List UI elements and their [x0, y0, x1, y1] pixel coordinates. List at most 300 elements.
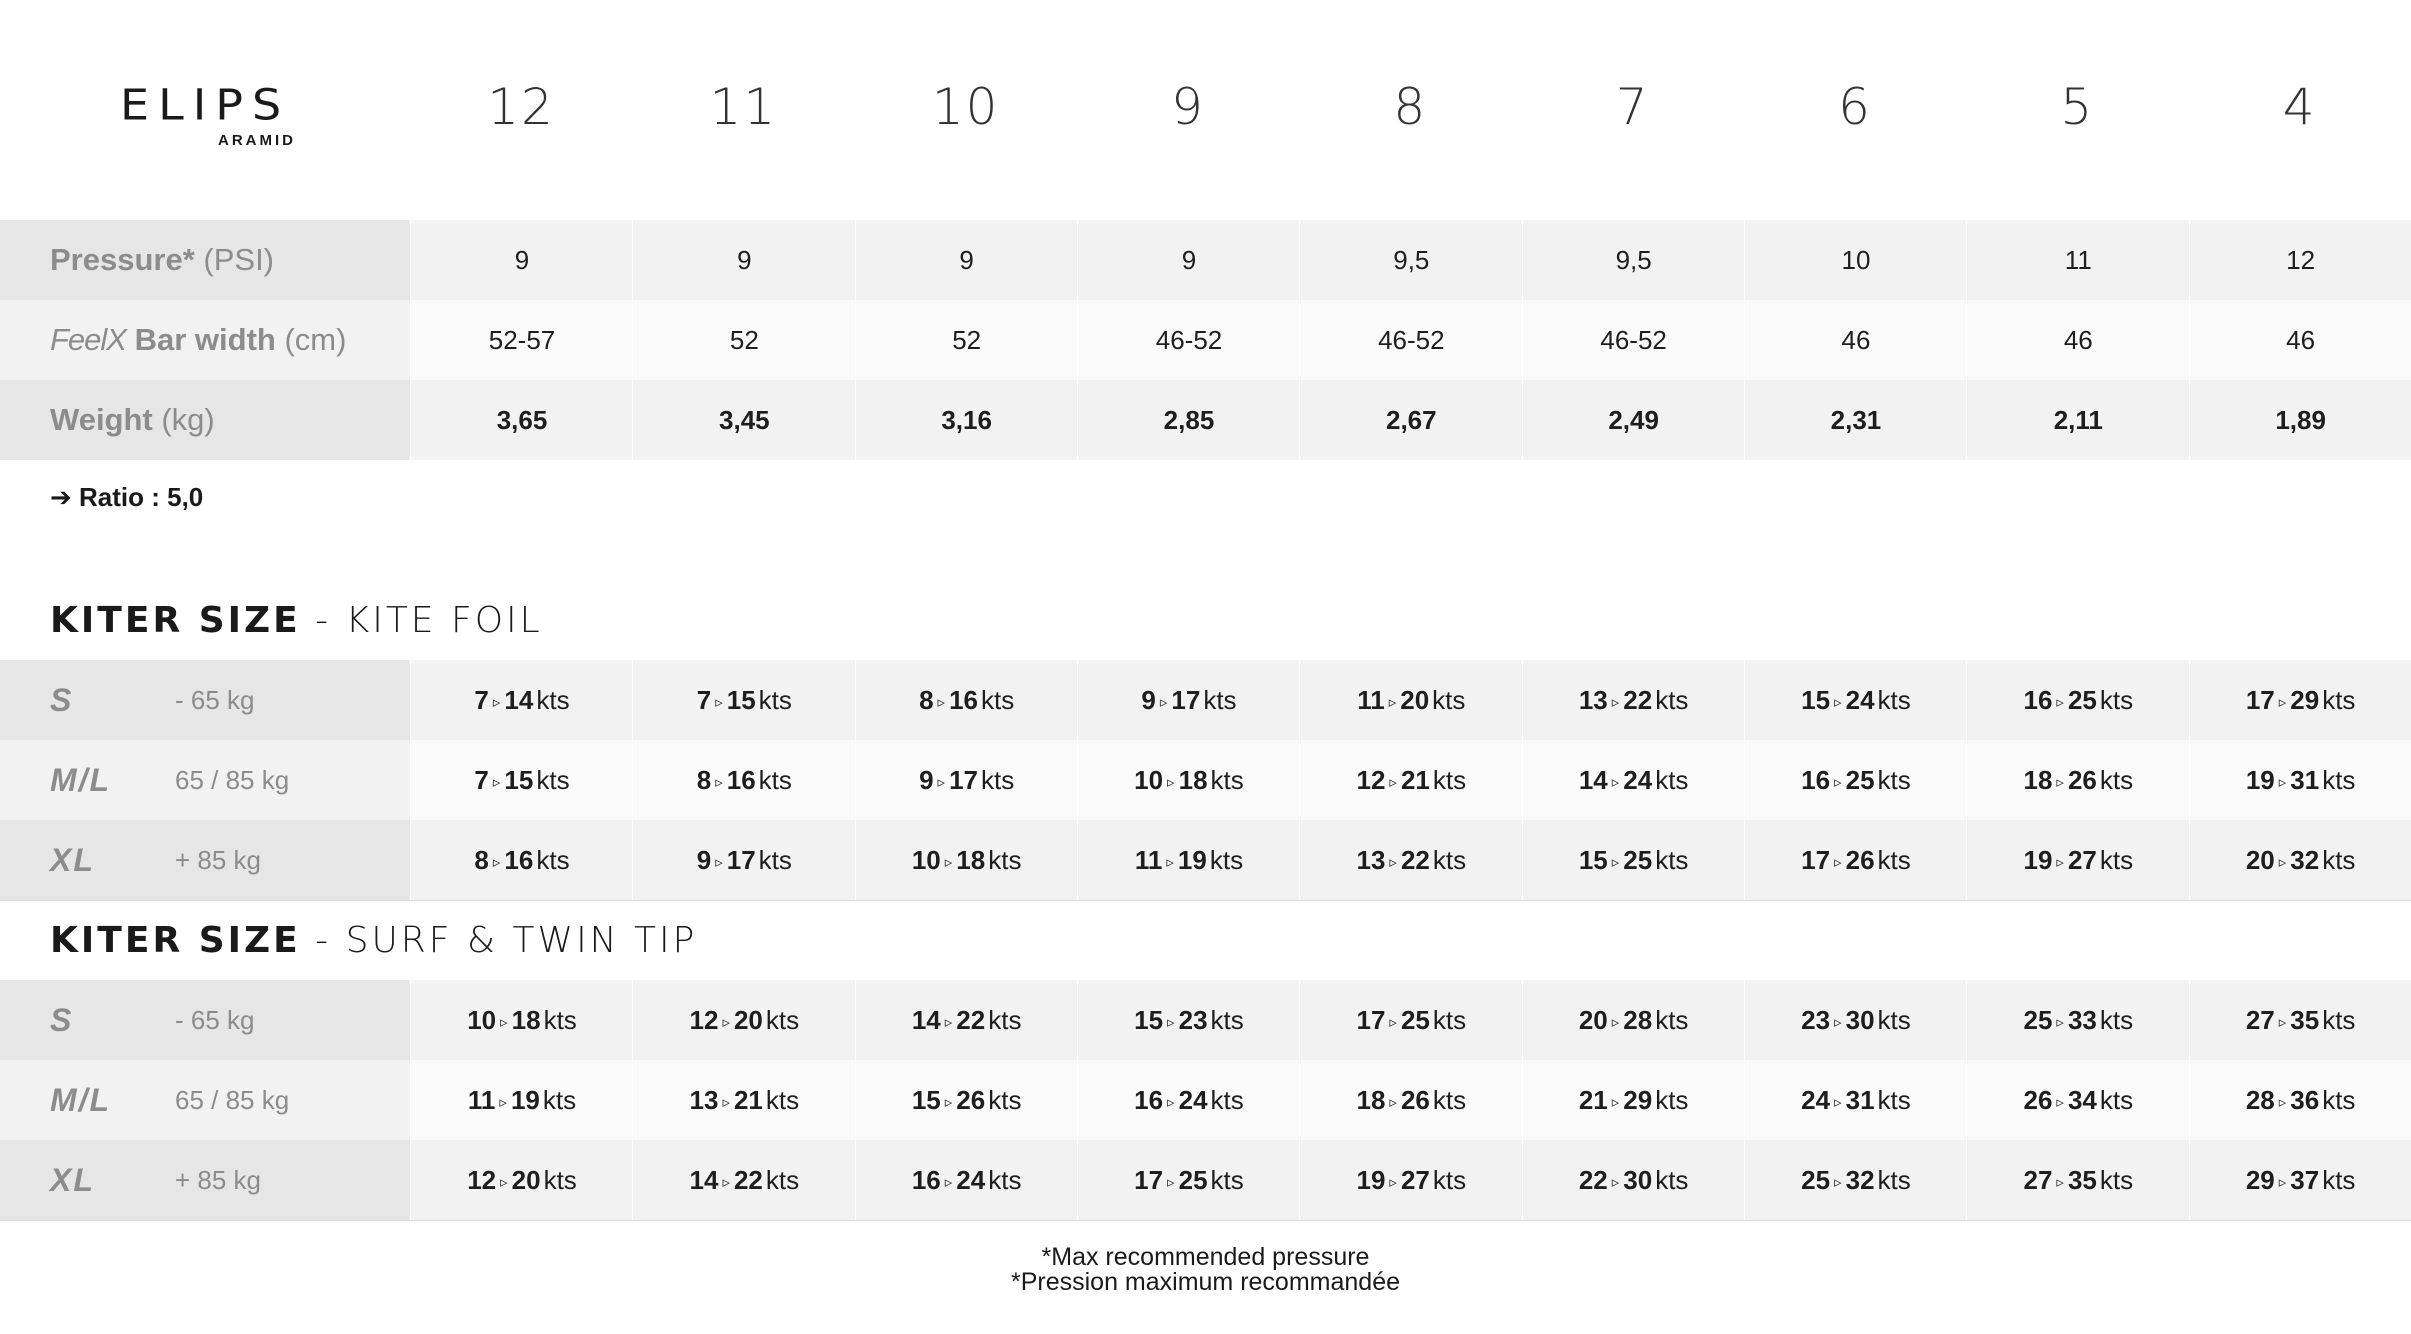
wind-range-cell [1522, 980, 1745, 1060]
wind-unit: kts [2322, 685, 2356, 715]
wind-unit: kts [543, 1165, 577, 1195]
kiter-weight-range: 65 / 85 kg [175, 1085, 290, 1115]
range-arrow-icon: ▹ [944, 1014, 953, 1031]
wind-min: 24 [1801, 1085, 1831, 1115]
wind-max: 37 [2290, 1165, 2320, 1195]
range-arrow-icon: ▹ [1834, 854, 1842, 871]
kite-size-8: 8 [1393, 78, 1428, 136]
pressure-label-unit: (PSI) [194, 242, 275, 277]
range-arrow-icon: ▹ [1834, 1174, 1842, 1191]
wind-max: 14 [504, 685, 534, 715]
wind-unit: kts [988, 1085, 1022, 1115]
wind-max: 30 [1623, 1165, 1653, 1195]
wind-unit: kts [1432, 765, 1467, 795]
wind-range-cell [2189, 1140, 2411, 1220]
spec-value: 46-52 [1522, 300, 1745, 380]
kite-size-12: 12 [487, 78, 555, 136]
wind-max: 24 [1623, 765, 1653, 795]
ratio-note: ➔ Ratio : 5,0 [50, 482, 204, 512]
wind-max: 25 [2067, 685, 2097, 715]
range-arrow-icon: ▹ [1389, 1014, 1397, 1031]
wind-max: 20 [733, 1005, 763, 1035]
wind-unit: kts [2322, 845, 2356, 875]
feelx-brand: FeelX [50, 322, 126, 357]
pressure-label [50, 220, 274, 300]
range-arrow-icon: ▹ [715, 774, 723, 791]
wind-range-cell [855, 1060, 1078, 1140]
brand-sub: ARAMID [218, 132, 296, 149]
range-arrow-icon: ▹ [1611, 1014, 1620, 1031]
wind-max: 29 [1623, 1085, 1653, 1115]
wind-min: 10 [467, 1005, 497, 1035]
spec-value: 3,45 [632, 380, 855, 460]
range-arrow-icon: ▹ [1389, 1094, 1397, 1111]
wind-min: 13 [1356, 845, 1386, 875]
range-arrow-icon: ▹ [722, 1014, 730, 1031]
spec-value: 2,85 [1077, 380, 1300, 460]
kiter-size-row [0, 660, 2411, 740]
wind-unit: kts [2099, 765, 2134, 795]
wind-min: 28 [2245, 1085, 2275, 1115]
wind-range-cell [1299, 1140, 1522, 1220]
wind-range-cell [1299, 820, 1522, 900]
wind-max: 20 [511, 1165, 541, 1195]
wind-range-cell [855, 980, 1078, 1060]
wind-unit: kts [536, 685, 570, 715]
wind-range-cell [632, 1060, 855, 1140]
wind-unit: kts [1210, 1165, 1244, 1195]
wind-min: 11 [1357, 685, 1385, 715]
kite-size-5: 5 [2060, 78, 2095, 136]
wind-min: 27 [2023, 1165, 2053, 1195]
footnotes [0, 1245, 2411, 1295]
kiter-size-row [0, 1140, 2411, 1220]
wind-min: 14 [689, 1165, 719, 1195]
wind-max: 26 [1400, 1085, 1430, 1115]
wind-min: 19 [1356, 1165, 1386, 1195]
wind-min: 11 [467, 1085, 496, 1115]
range-arrow-icon: ▹ [2056, 694, 2064, 711]
wind-max: 19 [510, 1085, 540, 1115]
wind-max: 24 [956, 1165, 986, 1195]
wind-min: 20 [1578, 1005, 1608, 1035]
range-arrow-icon: ▹ [2056, 1094, 2064, 1111]
range-arrow-icon: ▹ [1388, 694, 1397, 711]
wind-unit: kts [1203, 685, 1237, 715]
range-arrow-icon: ▹ [2056, 854, 2064, 871]
wind-max: 27 [1400, 1165, 1430, 1195]
wind-max: 17 [726, 845, 756, 875]
wind-max: 16 [726, 765, 756, 795]
wind-min: 8 [474, 845, 489, 875]
range-arrow-icon: ▹ [2278, 774, 2287, 791]
kite-size-9: 9 [1171, 78, 1205, 136]
wind-min: 14 [911, 1005, 941, 1035]
wind-range-cell [1077, 820, 1300, 900]
kite-size-7: 7 [1615, 78, 1650, 136]
wind-min: 14 [1578, 765, 1608, 795]
wind-max: 21 [1400, 765, 1430, 795]
wind-min: 16 [1134, 1085, 1164, 1115]
wind-range-cell [855, 820, 1078, 900]
wind-min: 18 [1356, 1085, 1386, 1115]
wind-max: 22 [1400, 845, 1430, 875]
wind-unit: kts [758, 845, 792, 875]
range-arrow-icon: ▹ [492, 774, 501, 791]
wind-range-cell [1966, 740, 2189, 820]
kiter-size-row [0, 980, 2411, 1060]
range-arrow-icon: ▹ [1167, 1014, 1175, 1031]
wind-unit: kts [1209, 845, 1244, 875]
wind-max: 25 [1178, 1165, 1208, 1195]
wind-range-cell [1522, 820, 1745, 900]
divider [0, 1220, 2411, 1221]
wind-range-cell [632, 740, 855, 820]
pressure-label-bold: Pressure* [50, 242, 195, 277]
kiter-size-row [0, 1060, 2411, 1140]
surf-twin-title-strong: KITER SIZE [50, 920, 301, 961]
wind-unit: kts [2322, 1085, 2356, 1115]
header [0, 0, 2411, 220]
wind-min: 17 [1134, 1165, 1164, 1195]
wind-range-cell [410, 660, 633, 740]
spec-value: 52 [855, 300, 1078, 380]
wind-min: 19 [2245, 765, 2275, 795]
range-arrow-icon: ▹ [499, 1094, 507, 1111]
wind-unit: kts [2099, 1085, 2134, 1115]
spec-value: 12 [2189, 220, 2411, 300]
wind-unit: kts [988, 845, 1022, 875]
wind-min: 8 [919, 685, 934, 715]
spec-value: 46 [1744, 300, 1967, 380]
wind-max: 24 [1178, 1085, 1208, 1115]
wind-range-cell [1522, 1140, 1745, 1220]
wind-range-cell [2189, 820, 2411, 900]
wind-unit: kts [1432, 1085, 1467, 1115]
wind-unit: kts [1432, 845, 1467, 875]
wind-range-cell [2189, 660, 2411, 740]
range-arrow-icon: ▹ [722, 1094, 730, 1111]
range-arrow-icon: ▹ [944, 1094, 953, 1111]
wind-range-cell [1744, 820, 1967, 900]
range-arrow-icon: ▹ [1834, 1014, 1842, 1031]
range-arrow-icon: ▹ [2278, 1014, 2287, 1031]
kiter-size-label-cell [0, 820, 410, 900]
wind-range-cell [1299, 740, 1522, 820]
wind-max: 21 [733, 1085, 763, 1115]
kite-size-11: 11 [709, 78, 778, 136]
wind-unit: kts [1655, 845, 1689, 875]
wind-range-cell [1077, 740, 1300, 820]
kiter-weight-range: + 85 kg [175, 1165, 262, 1195]
kiter-size-letter: S [50, 1002, 74, 1038]
wind-min: 23 [1801, 1005, 1831, 1035]
wind-max: 26 [1845, 845, 1875, 875]
spec-value: 46 [1966, 300, 2189, 380]
wind-unit: kts [988, 1005, 1022, 1035]
wind-range-cell [2189, 980, 2411, 1060]
wind-unit: kts [988, 1165, 1022, 1195]
wind-min: 12 [1356, 765, 1386, 795]
kiter-weight-range: - 65 kg [175, 1005, 255, 1035]
wind-min: 11 [1134, 845, 1163, 875]
range-arrow-icon: ▹ [944, 1174, 953, 1191]
surf-twin-title-light: - SURF & TWIN TIP [300, 920, 698, 961]
range-arrow-icon: ▹ [2278, 854, 2287, 871]
wind-max: 33 [2067, 1005, 2097, 1035]
range-arrow-icon: ▹ [715, 854, 723, 871]
wind-range-cell [855, 740, 1078, 820]
wind-max: 27 [2067, 845, 2097, 875]
wind-max: 22 [1623, 685, 1653, 715]
range-arrow-icon: ▹ [1611, 1174, 1620, 1191]
range-arrow-icon: ▹ [1167, 1094, 1175, 1111]
wind-max: 35 [2290, 1005, 2320, 1035]
wind-unit: kts [2099, 845, 2134, 875]
spec-value: 3,65 [410, 380, 633, 460]
wind-unit: kts [2322, 1165, 2356, 1195]
wind-min: 10 [911, 845, 941, 875]
surf-twin-title [50, 920, 697, 961]
wind-min: 16 [2023, 685, 2053, 715]
weight-label-unit: (kg) [152, 402, 215, 437]
pressure-row [0, 220, 2411, 300]
wind-min: 19 [2023, 845, 2053, 875]
kite-size-10: 10 [931, 78, 1000, 136]
wind-unit: kts [2322, 1005, 2356, 1035]
wind-range-cell [1522, 1060, 1745, 1140]
wind-range-cell [855, 660, 1078, 740]
wind-max: 15 [726, 685, 756, 715]
kiter-size-letter: XL [50, 1162, 95, 1198]
range-arrow-icon: ▹ [722, 1174, 730, 1191]
wind-unit: kts [1210, 765, 1244, 795]
wind-range-cell [632, 980, 855, 1060]
range-arrow-icon: ▹ [2278, 1094, 2287, 1111]
wind-min: 13 [689, 1085, 719, 1115]
wind-unit: kts [1210, 1085, 1244, 1115]
spec-value: 46-52 [1299, 300, 1522, 380]
wind-range-cell [632, 660, 855, 740]
wind-unit: kts [2322, 765, 2356, 795]
kite-foil-title-strong: KITER SIZE [50, 600, 301, 641]
wind-range-cell [1077, 1140, 1300, 1220]
spec-value: 46 [2189, 300, 2411, 380]
wind-max: 34 [2067, 1085, 2097, 1115]
bar-width-label [50, 300, 346, 380]
range-arrow-icon: ▹ [937, 774, 946, 791]
bar-width-row [0, 300, 2411, 380]
kiter-size-letter: M/L [50, 1082, 112, 1118]
range-arrow-icon: ▹ [937, 694, 946, 711]
wind-unit: kts [765, 1165, 800, 1195]
wind-range-cell [2189, 740, 2411, 820]
spec-value: 2,67 [1299, 380, 1522, 460]
wind-range-cell [1966, 980, 2189, 1060]
wind-max: 32 [2290, 845, 2320, 875]
wind-min: 13 [1578, 685, 1608, 715]
range-arrow-icon: ▹ [2278, 694, 2287, 711]
wind-min: 8 [696, 765, 712, 795]
wind-range-cell [632, 820, 855, 900]
wind-range-cell [1299, 660, 1522, 740]
pressure-label-cell [0, 220, 410, 300]
wind-max: 28 [1623, 1005, 1653, 1035]
wind-max: 22 [733, 1165, 763, 1195]
kiter-size-label-cell [0, 660, 410, 740]
spec-value: 11 [1966, 220, 2189, 300]
wind-max: 16 [504, 845, 534, 875]
wind-min: 17 [2245, 685, 2275, 715]
wind-max: 25 [1400, 1005, 1430, 1035]
range-arrow-icon: ▹ [500, 1174, 508, 1191]
kite-foil-title [50, 600, 543, 641]
wind-unit: kts [536, 765, 570, 795]
wind-max: 16 [949, 685, 978, 715]
wind-max: 18 [511, 1005, 541, 1035]
bar-width-label-cell [0, 300, 410, 380]
kiter-size-row [0, 820, 2411, 900]
weight-row [0, 380, 2411, 460]
wind-max: 17 [949, 765, 978, 795]
wind-unit: kts [1877, 765, 1911, 795]
wind-unit: kts [1877, 1165, 1911, 1195]
wind-unit: kts [758, 765, 792, 795]
spec-value: 2,49 [1522, 380, 1745, 460]
wind-unit: kts [1432, 1005, 1467, 1035]
wind-max: 25 [1623, 845, 1653, 875]
wind-unit: kts [1655, 765, 1689, 795]
range-arrow-icon: ▹ [1611, 774, 1620, 791]
spec-value: 9 [1077, 220, 1300, 300]
wind-range-cell [855, 1140, 1078, 1220]
wind-unit: kts [2099, 685, 2134, 715]
range-arrow-icon: ▹ [1167, 774, 1175, 791]
range-arrow-icon: ▹ [2056, 774, 2064, 791]
kiter-size-label-cell [0, 1140, 410, 1220]
wind-max: 35 [2067, 1165, 2097, 1195]
wind-range-cell [1077, 660, 1300, 740]
wind-range-cell [1744, 980, 1967, 1060]
kite-size-4: 4 [2282, 78, 2317, 136]
wind-unit: kts [1655, 1165, 1689, 1195]
wind-range-cell [1077, 980, 1300, 1060]
kiter-size-label-cell [0, 980, 410, 1060]
wind-max: 24 [1845, 685, 1875, 715]
kiter-weight-range: 65 / 85 kg [175, 765, 290, 795]
range-arrow-icon: ▹ [1834, 1094, 1842, 1111]
spec-value: 3,16 [855, 380, 1078, 460]
weight-label [50, 380, 215, 460]
wind-max: 23 [1178, 1005, 1208, 1035]
wind-range-cell [1966, 660, 2189, 740]
wind-unit: kts [542, 1085, 577, 1115]
brand-name: ELIPS [120, 80, 291, 130]
wind-unit: kts [1655, 1005, 1689, 1035]
divider [0, 900, 2411, 901]
range-arrow-icon: ▹ [1389, 1174, 1397, 1191]
range-arrow-icon: ▹ [715, 694, 723, 711]
wind-max: 15 [504, 765, 534, 795]
wind-max: 26 [956, 1085, 986, 1115]
brand-logo [120, 82, 300, 149]
range-arrow-icon: ▹ [1611, 694, 1620, 711]
range-arrow-icon: ▹ [1167, 1174, 1175, 1191]
wind-unit: kts [2099, 1165, 2134, 1195]
wind-min: 25 [1801, 1165, 1831, 1195]
wind-max: 22 [956, 1005, 986, 1035]
kiter-size-letter: XL [50, 842, 95, 878]
footnote-en: *Max recommended pressure [1041, 1243, 1370, 1271]
wind-unit: kts [765, 1005, 800, 1035]
wind-min: 15 [1801, 685, 1831, 715]
wind-min: 29 [2245, 1165, 2275, 1195]
wind-min: 15 [1134, 1005, 1164, 1035]
range-arrow-icon: ▹ [1389, 854, 1397, 871]
wind-max: 31 [1845, 1085, 1875, 1115]
wind-min: 25 [2023, 1005, 2053, 1035]
wind-max: 31 [2290, 765, 2320, 795]
kiter-size-label-cell [0, 1060, 410, 1140]
wind-min: 27 [2245, 1005, 2275, 1035]
wind-min: 12 [689, 1005, 719, 1035]
wind-range-cell [1966, 1060, 2189, 1140]
wind-unit: kts [1432, 1165, 1467, 1195]
wind-unit: kts [1432, 685, 1466, 715]
wind-max: 32 [1845, 1165, 1875, 1195]
range-arrow-icon: ▹ [2278, 1174, 2287, 1191]
wind-min: 9 [919, 765, 934, 795]
wind-unit: kts [2099, 1005, 2134, 1035]
wind-min: 10 [1134, 765, 1164, 795]
wind-unit: kts [765, 1085, 800, 1115]
wind-min: 7 [474, 765, 489, 795]
range-arrow-icon: ▹ [1611, 854, 1620, 871]
wind-max: 18 [1178, 765, 1208, 795]
wind-min: 15 [1578, 845, 1608, 875]
wind-min: 26 [2023, 1085, 2053, 1115]
spec-value: 10 [1744, 220, 1967, 300]
wind-unit: kts [1655, 1085, 1689, 1115]
wind-min: 17 [1356, 1005, 1386, 1035]
spec-value: 2,11 [1966, 380, 2189, 460]
wind-unit: kts [536, 845, 570, 875]
range-arrow-icon: ▹ [1166, 854, 1174, 871]
kiter-weight-range: + 85 kg [175, 845, 262, 875]
wind-max: 17 [1171, 685, 1201, 715]
wind-range-cell [1744, 1140, 1967, 1220]
spec-value: 52-57 [410, 300, 633, 380]
wind-unit: kts [981, 685, 1015, 715]
spec-value: 9,5 [1522, 220, 1745, 300]
spec-value: 52 [632, 300, 855, 380]
wind-min: 17 [1801, 845, 1831, 875]
spec-value: 9 [632, 220, 855, 300]
wind-max: 30 [1845, 1005, 1875, 1035]
footnote-fr: *Pression maximum recommandée [1010, 1268, 1401, 1296]
kite-foil-title-light: - KITE FOIL [300, 600, 543, 641]
wind-range-cell [1299, 1060, 1522, 1140]
wind-min: 12 [467, 1165, 497, 1195]
wind-range-cell [1966, 1140, 2189, 1220]
wind-min: 20 [2245, 845, 2275, 875]
spec-value: 9 [855, 220, 1078, 300]
wind-min: 18 [2023, 765, 2053, 795]
wind-unit: kts [1877, 845, 1911, 875]
kiter-size-label-cell [0, 740, 410, 820]
wind-range-cell [410, 1060, 633, 1140]
range-arrow-icon: ▹ [492, 854, 501, 871]
